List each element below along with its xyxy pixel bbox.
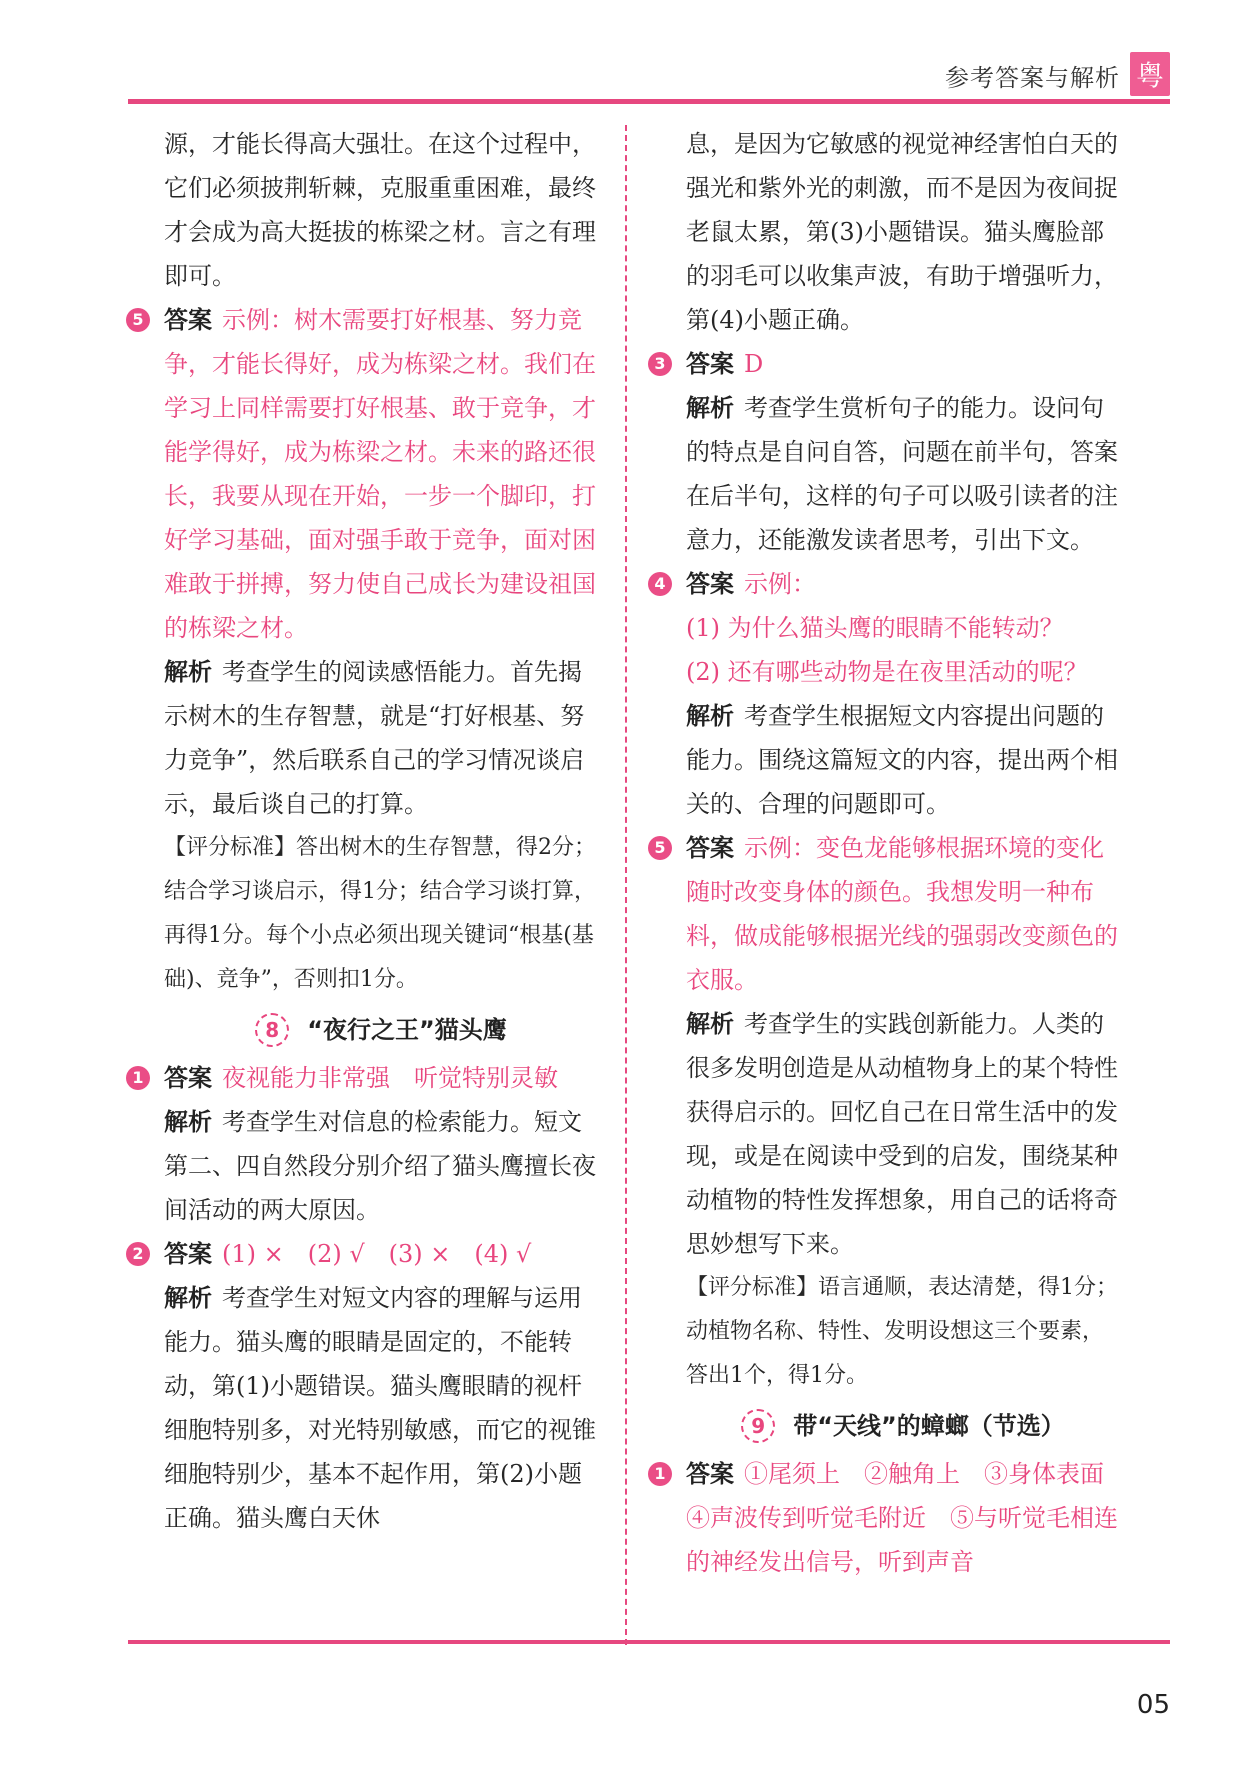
section-heading-9 <box>650 1404 1120 1448</box>
analysis-label: 解析 <box>686 702 734 730</box>
analysis-label: 解析 <box>164 658 212 686</box>
analysis-block <box>164 1100 598 1232</box>
question-number-badge: 5 <box>648 836 672 860</box>
analysis-text: 考查学生赏析句子的能力。设问句的特点是自问自答，问题在前半句，答案在后半句，这样的句子可以吸引读者的注意力，还能激发读者思考，引出下文。 <box>686 394 1118 554</box>
header-title: 参考答案与解析 <box>945 64 1120 92</box>
answer-text: ①尾须上 ②触角上 ③身体表面 ④声波传到听觉毛附近 ⑤与听觉毛相连的神经发出信号，听到声音 <box>686 1460 1128 1576</box>
analysis-text: 考查学生对信息的检索能力。短文第二、四自然段分别介绍了猫头鹰擅长夜间活动的两大原因。 <box>164 1108 596 1224</box>
left-column <box>128 122 598 1540</box>
answer-block <box>164 298 598 650</box>
section-number: 9 <box>741 1409 775 1443</box>
left-intro-text: 源，才能长得高大强壮。在这个过程中，它们必须披荆斩棘，克服重重困难，最终才会成为高大挺拔的栋梁之材。言之有理即可。 <box>164 130 596 290</box>
answer-label: 答案 <box>164 1064 212 1092</box>
section-title: “夜行之王”猫头鹰 <box>307 1016 507 1044</box>
question-5-right <box>650 826 1120 1398</box>
answer-label: 答案 <box>686 570 734 598</box>
section8-question-1 <box>128 1056 598 1232</box>
analysis-label: 解析 <box>164 1284 212 1312</box>
answer-label: 答案 <box>686 1460 734 1488</box>
section9-question-1 <box>650 1452 1128 1584</box>
question-4 <box>650 562 1120 826</box>
analysis-block <box>686 1002 1120 1266</box>
answer-label: 答案 <box>686 834 734 862</box>
page-number: 05 <box>1136 1690 1170 1720</box>
example-question-2: (2) 还有哪些动物是在夜里活动的呢？ <box>686 658 1088 686</box>
answer-block <box>686 1452 1128 1584</box>
analysis-block <box>164 1276 598 1540</box>
answer-block <box>164 1056 598 1100</box>
scoring-standard: 【评分标准】语言通顺，表达清楚，得1分；动植物名称、特性、发明设想这三个要素，答出1个，得1分。 <box>686 1275 1118 1388</box>
answer-block <box>686 342 1120 386</box>
answer-block <box>686 562 1120 606</box>
region-badge: 粤 <box>1130 52 1170 96</box>
question-number-badge: 1 <box>126 1066 150 1090</box>
section-heading-8 <box>128 1008 598 1052</box>
right-intro-text: 息，是因为它敏感的视觉神经害怕白天的强光和紫外光的刺激，而不是因为夜间捉老鼠太累，第(3)小题错误。猫头鹰脸部的羽毛可以收集声波，有助于增强听力，第(4)小题正确。 <box>686 130 1118 334</box>
analysis-label: 解析 <box>686 394 734 422</box>
analysis-block <box>686 694 1120 826</box>
analysis-label: 解析 <box>164 1108 212 1136</box>
section-title: 带“天线”的蟑螂（节选） <box>793 1412 1065 1440</box>
answer-label: 答案 <box>686 350 734 378</box>
answer-text: 示例：树木需要打好根基、努力竞争，才能长得好，成为栋梁之材。我们在学习上同样需要打好根基、敢于竞争，才能学得好，成为栋梁之材。未来的路还很长，我要从现在开始，一步一个脚印，打好学习基础，面对强手敢于竞争，面对困难敢于拼搏，努力使自己成长为建设祖国的栋梁之材。 <box>164 306 596 642</box>
answer-label: 答案 <box>164 1240 212 1268</box>
question-number-badge: 5 <box>126 308 150 332</box>
answer-text: 示例：变色龙能够根据环境的变化随时改变身体的颜色。我想发明一种布料，做成能够根据光线的强弱改变颜色的衣服。 <box>686 834 1118 994</box>
question-5 <box>128 298 598 1002</box>
answer-text: 夜视能力非常强 听觉特别灵敏 <box>222 1064 558 1092</box>
right-column <box>650 122 1128 1584</box>
analysis-text: 考查学生根据短文内容提出问题的能力。围绕这篇短文的内容，提出两个相关的、合理的问题即可。 <box>686 702 1118 818</box>
section8-question-2 <box>128 1232 598 1540</box>
answer-label: 答案 <box>164 306 212 334</box>
answer-text: 示例： <box>744 570 816 598</box>
column-divider <box>625 125 627 1645</box>
analysis-text: 考查学生对短文内容的理解与运用能力。猫头鹰的眼睛是固定的，不能转动，第(1)小题错误。猫头鹰眼睛的视杆细胞特别多，对光特别敏感，而它的视锥细胞特别少，基本不起作用，第(2)小题正确。猫头鹰白天休 <box>164 1284 596 1532</box>
answer-text: (1) × (2) √ (3) × (4) √ <box>222 1240 532 1268</box>
answer-block <box>164 1232 598 1276</box>
analysis-block <box>164 650 598 826</box>
answer-text: D <box>744 350 764 378</box>
analysis-text: 考查学生的实践创新能力。人类的很多发明创造是从动植物身上的某个特性获得启示的。回忆自己在日常生活中的发现，或是在阅读中受到的启发，围绕某种动植物的特性发挥想象，用自己的话将奇思妙想写下来。 <box>686 1010 1118 1258</box>
question-number-badge: 3 <box>648 352 672 376</box>
scoring-standard: 【评分标准】答出树木的生存智慧，得2分；结合学习谈启示，得1分；结合学习谈打算，再得1分。每个小点必须出现关键词“根基(基础)、竞争”，否则扣1分。 <box>164 835 596 992</box>
answer-block <box>686 826 1120 1002</box>
question-3 <box>650 342 1120 562</box>
header-rule <box>128 99 1170 104</box>
example-question-1: (1) 为什么猫头鹰的眼睛不能转动？ <box>686 614 1064 642</box>
page-header <box>0 0 1250 110</box>
section-number: 8 <box>255 1013 289 1047</box>
question-number-badge: 4 <box>648 572 672 596</box>
analysis-block <box>686 386 1120 562</box>
footer-rule <box>128 1640 1170 1644</box>
question-number-badge: 2 <box>126 1242 150 1266</box>
analysis-label: 解析 <box>686 1010 734 1038</box>
analysis-text: 考查学生的阅读感悟能力。首先揭示树木的生存智慧，就是“打好根基、努力竞争”，然后联系自己的学习情况谈启示，最后谈自己的打算。 <box>164 658 585 818</box>
question-number-badge: 1 <box>648 1462 672 1486</box>
